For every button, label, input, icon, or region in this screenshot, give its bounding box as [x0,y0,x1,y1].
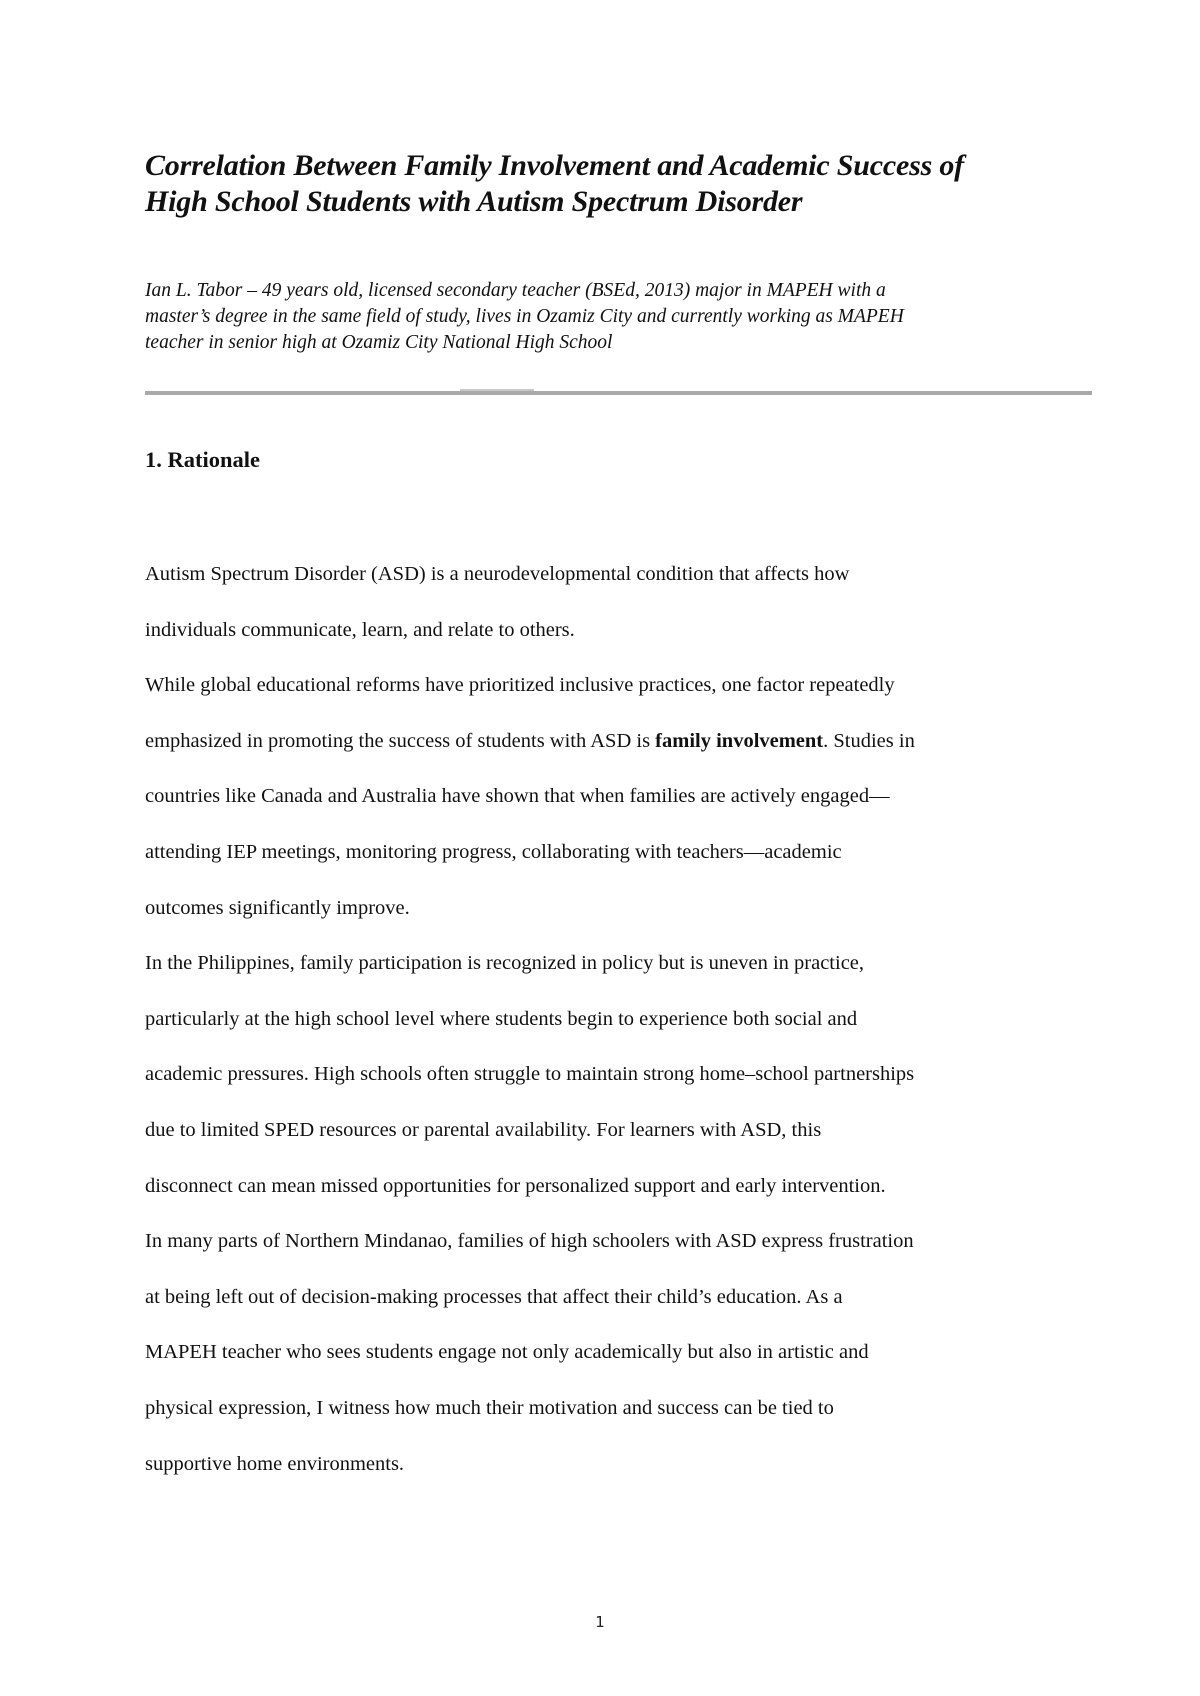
body-line-4 [145,727,1105,783]
body-line-9: particularly at the high school level where students begin to experience both social and [145,1007,858,1030]
body-line-3: While global educational reforms have prioritized inclusive practices, one factor repeatedly [145,674,895,697]
body-line-1: Autism Spectrum Disorder (ASD) is a neurodevelopmental condition that affects how [145,563,850,585]
body-line-11: due to limited SPED resources or parental availability. For learners with ASD, this [145,1118,822,1141]
body-line-6: attending IEP meetings, monitoring progress, collaborating with teachers—academic [145,840,842,863]
page-number: 1 [595,1613,605,1631]
body-line-10: academic pressures. High schools often struggle to maintain strong home–school partnerships [145,1063,915,1086]
body-line-17: supportive home environments. [145,1452,405,1475]
body-line-2: individuals communicate, learn, and relate to others. [145,618,575,641]
rationale-body [145,560,1105,1505]
body-line-8: In the Philippines, family participation is recognized in policy but is uneven in practice, [145,952,865,975]
author-info [145,278,1085,356]
title-line-1: Correlation Between Family Involvement and Academic Success of [145,149,964,182]
section-heading-rationale: 1. Rationale [145,447,260,472]
body-line-4-lead: emphasized in promoting the success of students with ASD is [145,729,656,752]
horizontal-divider [145,391,1092,395]
document-title [145,148,1085,220]
body-line-7: outcomes significantly improve. [145,896,410,919]
body-line-16: physical expression, I witness how much their motivation and success can be tied to [145,1396,834,1419]
body-line-5: countries like Canada and Australia have shown that when families are actively engaged— [145,785,890,808]
body-line-4-tail: . Studies in [823,729,915,752]
author-line-3: teacher in senior high at Ozamiz City National High School [145,332,613,353]
author-line-1: Ian L. Tabor – 49 years old, licensed secondary teacher (BSEd, 2013) major in MAPEH with a [145,280,886,301]
body-line-14: at being left out of decision-making processes that affect their child’s education. As a [145,1285,843,1308]
body-line-15: MAPEH teacher who sees students engage not only academically but also in artistic and [145,1341,869,1364]
emphasis-family-involvement: family involvement [655,729,824,752]
title-line-2: High School Students with Autism Spectrum Disorder [145,185,803,218]
body-line-13: In many parts of Northern Mindanao, families of high schoolers with ASD express frustration [145,1230,914,1253]
author-line-2: master’s degree in the same field of study, lives in Ozamiz City and currently working as MAPEH [145,306,904,327]
body-line-12: disconnect can mean missed opportunities for personalized support and early intervention. [145,1174,886,1197]
